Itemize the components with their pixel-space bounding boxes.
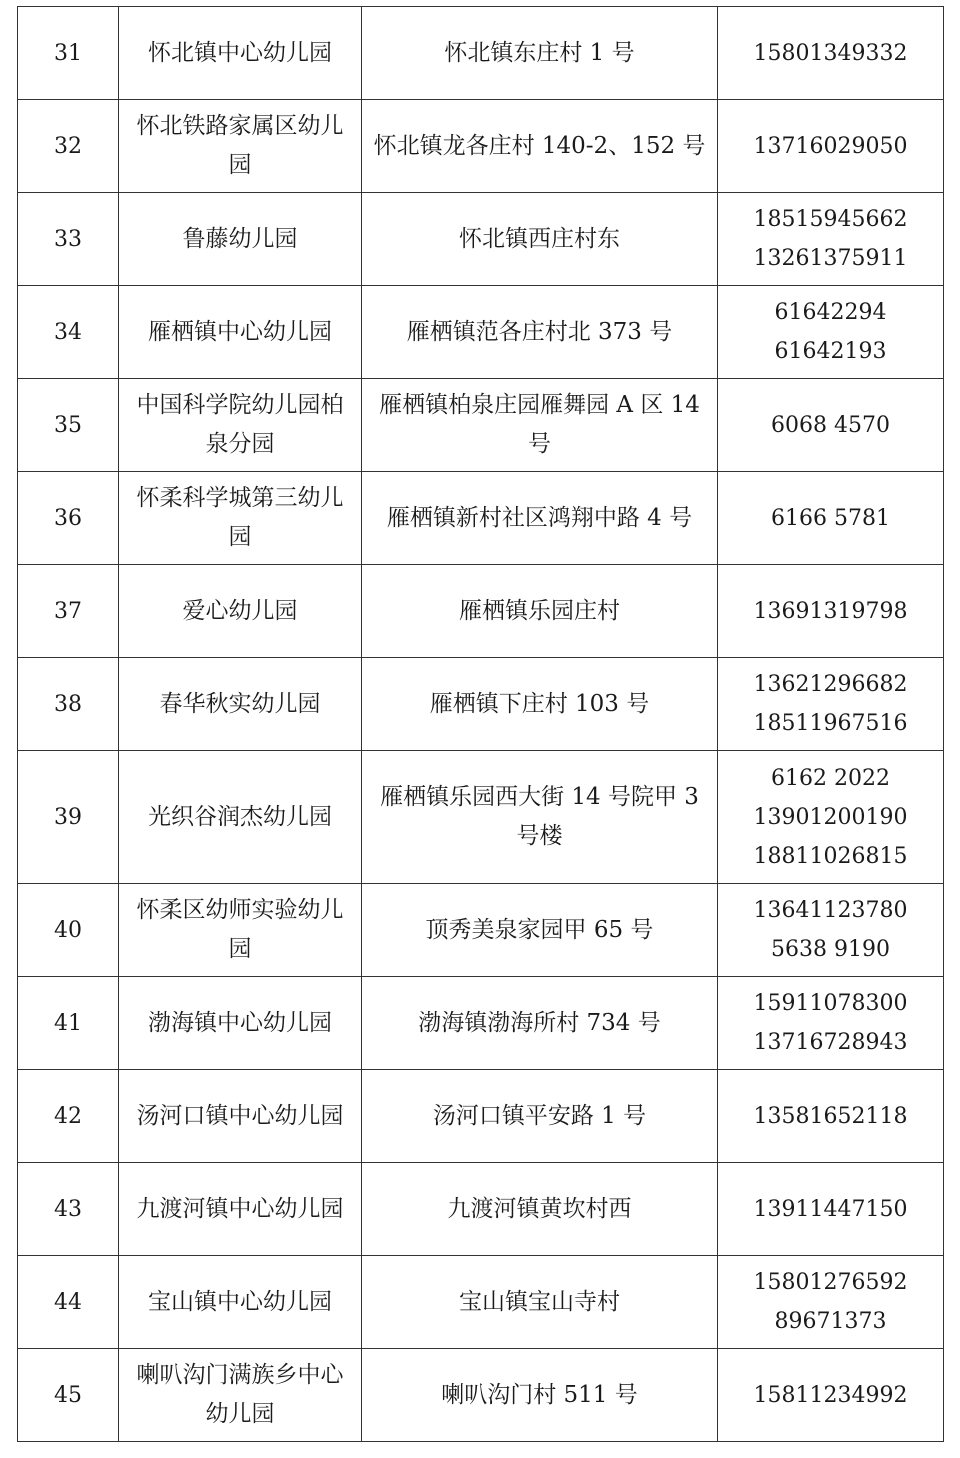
phone-number: 61642294 (774, 300, 887, 325)
kindergarten-name: 渤海镇中心幼儿园 (119, 977, 362, 1070)
row-number: 45 (18, 1349, 119, 1442)
table-row (18, 100, 944, 193)
row-number: 39 (18, 751, 119, 884)
row-number: 31 (18, 7, 119, 100)
kindergarten-name: 怀北镇中心幼儿园 (119, 7, 362, 100)
phone-number: 18811026815 (753, 843, 908, 869)
phone-cell (718, 1256, 944, 1349)
table-row (18, 1349, 944, 1442)
phone-cell (718, 977, 944, 1070)
kindergarten-name: 怀柔区幼师实验幼儿园 (119, 884, 362, 977)
kindergarten-address: 怀北镇龙各庄村 140-2、152 号 (362, 100, 718, 193)
kindergarten-address: 渤海镇渤海所村 734 号 (362, 977, 718, 1070)
phone-number: 6166 5781 (771, 505, 890, 531)
kindergarten-name: 宝山镇中心幼儿园 (119, 1256, 362, 1349)
phone-number: 18511967516 (753, 711, 908, 736)
table-row (18, 7, 944, 100)
table-row (18, 565, 944, 658)
table-row (18, 884, 944, 977)
phone-number: 13691319798 (753, 598, 908, 624)
table-row (18, 379, 944, 472)
row-number: 44 (18, 1256, 119, 1349)
row-number: 43 (18, 1163, 119, 1256)
row-number: 33 (18, 193, 119, 286)
table-row (18, 1163, 944, 1256)
kindergarten-address: 喇叭沟门村 511 号 (362, 1349, 718, 1442)
table-row (18, 977, 944, 1070)
phone-number: 15801349332 (753, 40, 908, 66)
kindergarten-table (17, 6, 944, 1442)
phone-number: 15801276592 (753, 1270, 908, 1295)
phone-number: 13621296682 (753, 672, 908, 697)
kindergarten-address: 顶秀美泉家园甲 65 号 (362, 884, 718, 977)
phone-number: 6162 2022 (771, 765, 890, 791)
phone-number: 89671373 (774, 1309, 887, 1334)
kindergarten-name: 怀北铁路家属区幼儿园 (119, 100, 362, 193)
kindergarten-name: 怀柔科学城第三幼儿园 (119, 472, 362, 565)
phone-number: 13716728943 (753, 1030, 908, 1055)
phone-number: 18515945662 (753, 207, 908, 232)
kindergarten-address: 雁栖镇柏泉庄园雁舞园 A 区 14 号 (362, 379, 718, 472)
table-row (18, 1256, 944, 1349)
table-body (18, 7, 944, 1442)
kindergarten-address: 怀北镇东庄村 1 号 (362, 7, 718, 100)
phone-cell (718, 751, 944, 884)
kindergarten-address: 雁栖镇新村社区鸿翔中路 4 号 (362, 472, 718, 565)
kindergarten-address: 雁栖镇下庄村 103 号 (362, 658, 718, 751)
row-number: 41 (18, 977, 119, 1070)
kindergarten-name: 中国科学院幼儿园柏泉分园 (119, 379, 362, 472)
kindergarten-name: 汤河口镇中心幼儿园 (119, 1070, 362, 1163)
phone-cell (718, 7, 944, 100)
phone-number: 15811234992 (753, 1382, 908, 1408)
phone-cell (718, 1163, 944, 1256)
kindergarten-name: 光织谷润杰幼儿园 (119, 751, 362, 884)
kindergarten-address: 宝山镇宝山寺村 (362, 1256, 718, 1349)
phone-cell (718, 884, 944, 977)
phone-cell (718, 379, 944, 472)
kindergarten-address: 雁栖镇范各庄村北 373 号 (362, 286, 718, 379)
phone-number: 13911447150 (753, 1196, 908, 1222)
table-row (18, 658, 944, 751)
phone-cell (718, 472, 944, 565)
phone-number: 13261375911 (753, 246, 908, 271)
phone-number: 6068 4570 (771, 412, 890, 438)
phone-cell (718, 658, 944, 751)
table-row (18, 1070, 944, 1163)
phone-cell (718, 286, 944, 379)
table-row (18, 472, 944, 565)
kindergarten-name: 九渡河镇中心幼儿园 (119, 1163, 362, 1256)
phone-number: 13581652118 (753, 1103, 908, 1129)
kindergarten-name: 爱心幼儿园 (119, 565, 362, 658)
row-number: 36 (18, 472, 119, 565)
row-number: 40 (18, 884, 119, 977)
phone-cell (718, 1349, 944, 1442)
kindergarten-name: 春华秋实幼儿园 (119, 658, 362, 751)
kindergarten-name: 雁栖镇中心幼儿园 (119, 286, 362, 379)
phone-number: 5638 9190 (771, 937, 890, 962)
table-row (18, 286, 944, 379)
kindergarten-address: 九渡河镇黄坎村西 (362, 1163, 718, 1256)
kindergarten-list-page (17, 6, 943, 1442)
row-number: 37 (18, 565, 119, 658)
row-number: 42 (18, 1070, 119, 1163)
table-row (18, 193, 944, 286)
kindergarten-address: 雁栖镇乐园西大街 14 号院甲 3 号楼 (362, 751, 718, 884)
phone-number: 15911078300 (753, 991, 908, 1016)
row-number: 38 (18, 658, 119, 751)
phone-number: 61642193 (774, 339, 887, 364)
phone-cell (718, 565, 944, 658)
phone-number: 13901200190 (753, 804, 908, 830)
table-row (18, 751, 944, 884)
row-number: 34 (18, 286, 119, 379)
kindergarten-address: 汤河口镇平安路 1 号 (362, 1070, 718, 1163)
phone-number: 13641123780 (753, 898, 908, 923)
phone-cell (718, 100, 944, 193)
row-number: 35 (18, 379, 119, 472)
kindergarten-name: 鲁藤幼儿园 (119, 193, 362, 286)
kindergarten-address: 雁栖镇乐园庄村 (362, 565, 718, 658)
kindergarten-address: 怀北镇西庄村东 (362, 193, 718, 286)
phone-cell (718, 1070, 944, 1163)
phone-cell (718, 193, 944, 286)
row-number: 32 (18, 100, 119, 193)
phone-number: 13716029050 (753, 133, 908, 159)
kindergarten-name: 喇叭沟门满族乡中心幼儿园 (119, 1349, 362, 1442)
